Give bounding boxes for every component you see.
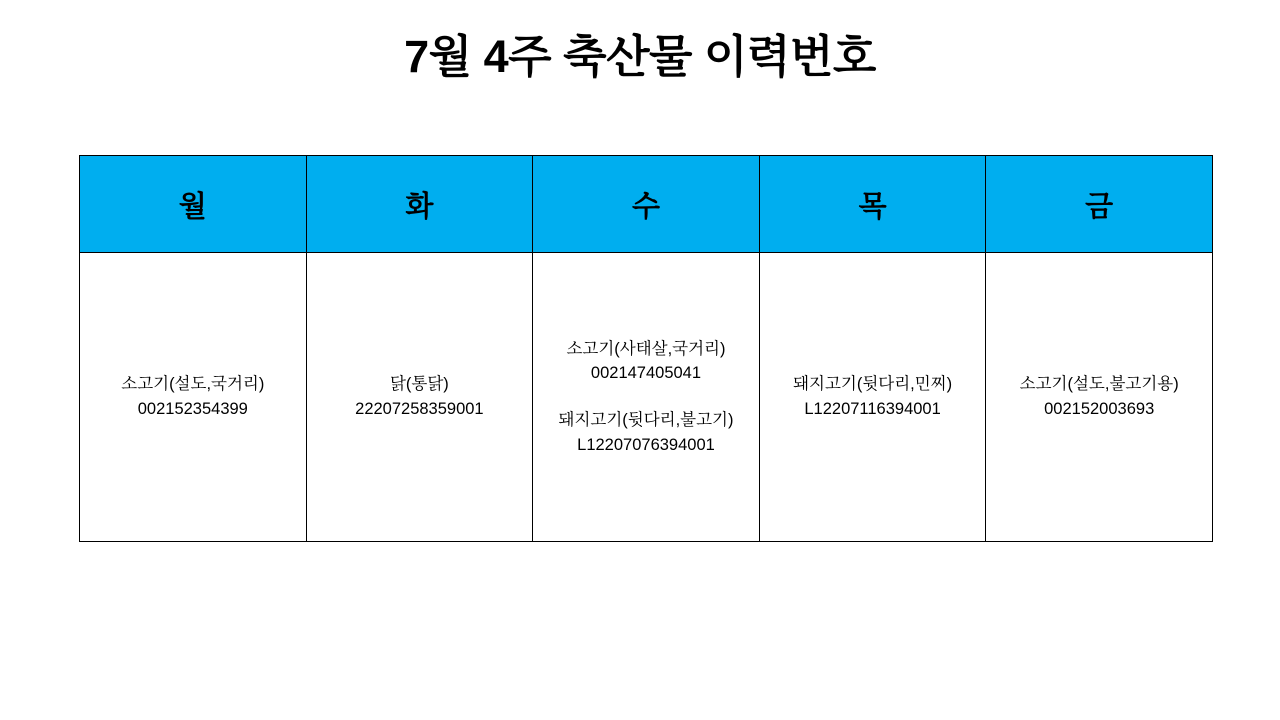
list-item bbox=[539, 337, 753, 387]
page-title: 7월 4주 축산물 이력번호 bbox=[404, 31, 876, 82]
table-cell-tue bbox=[306, 253, 533, 542]
table-header-cell-fri: 금 bbox=[986, 156, 1213, 253]
table-header-cell-thu: 목 bbox=[759, 156, 986, 253]
table-header-cell-wed: 수 bbox=[533, 156, 760, 253]
table-body bbox=[80, 253, 1213, 542]
schedule-table bbox=[79, 155, 1213, 542]
table-header-cell-mon: 월 bbox=[80, 156, 307, 253]
table-cell-thu bbox=[759, 253, 986, 542]
traceability-number: 002152003693 bbox=[1044, 400, 1155, 418]
list-item bbox=[539, 408, 753, 458]
traceability-number: 002152354399 bbox=[137, 400, 248, 418]
table-header bbox=[80, 156, 1213, 253]
schedule-table-container bbox=[79, 155, 1213, 542]
list-item bbox=[313, 372, 527, 422]
traceability-number: 002147405041 bbox=[590, 364, 702, 383]
product-name: 소고기(설도,불고기용) bbox=[1019, 375, 1179, 394]
product-name: 돼지고기(뒷다리,불고기) bbox=[558, 411, 734, 429]
table-row bbox=[80, 253, 1213, 542]
traceability-number: L12207116394001 bbox=[804, 400, 941, 418]
table-header-row bbox=[80, 156, 1213, 253]
traceability-number: L12207076394001 bbox=[577, 435, 715, 454]
traceability-number: 22207258359001 bbox=[355, 400, 484, 418]
table-header-cell-tue: 화 bbox=[306, 156, 533, 253]
product-name: 닭(통닭) bbox=[389, 375, 449, 394]
list-item bbox=[992, 372, 1206, 422]
product-name: 소고기(설도,국거리) bbox=[121, 375, 265, 394]
product-name: 소고기(사태살,국거리) bbox=[566, 339, 726, 358]
product-name: 돼지고기(뒷다리,민찌) bbox=[793, 375, 953, 394]
list-item bbox=[766, 372, 980, 422]
table-cell-wed bbox=[533, 253, 760, 542]
list-item bbox=[86, 372, 300, 422]
table-cell-mon bbox=[80, 253, 307, 542]
table-cell-fri bbox=[986, 253, 1213, 542]
